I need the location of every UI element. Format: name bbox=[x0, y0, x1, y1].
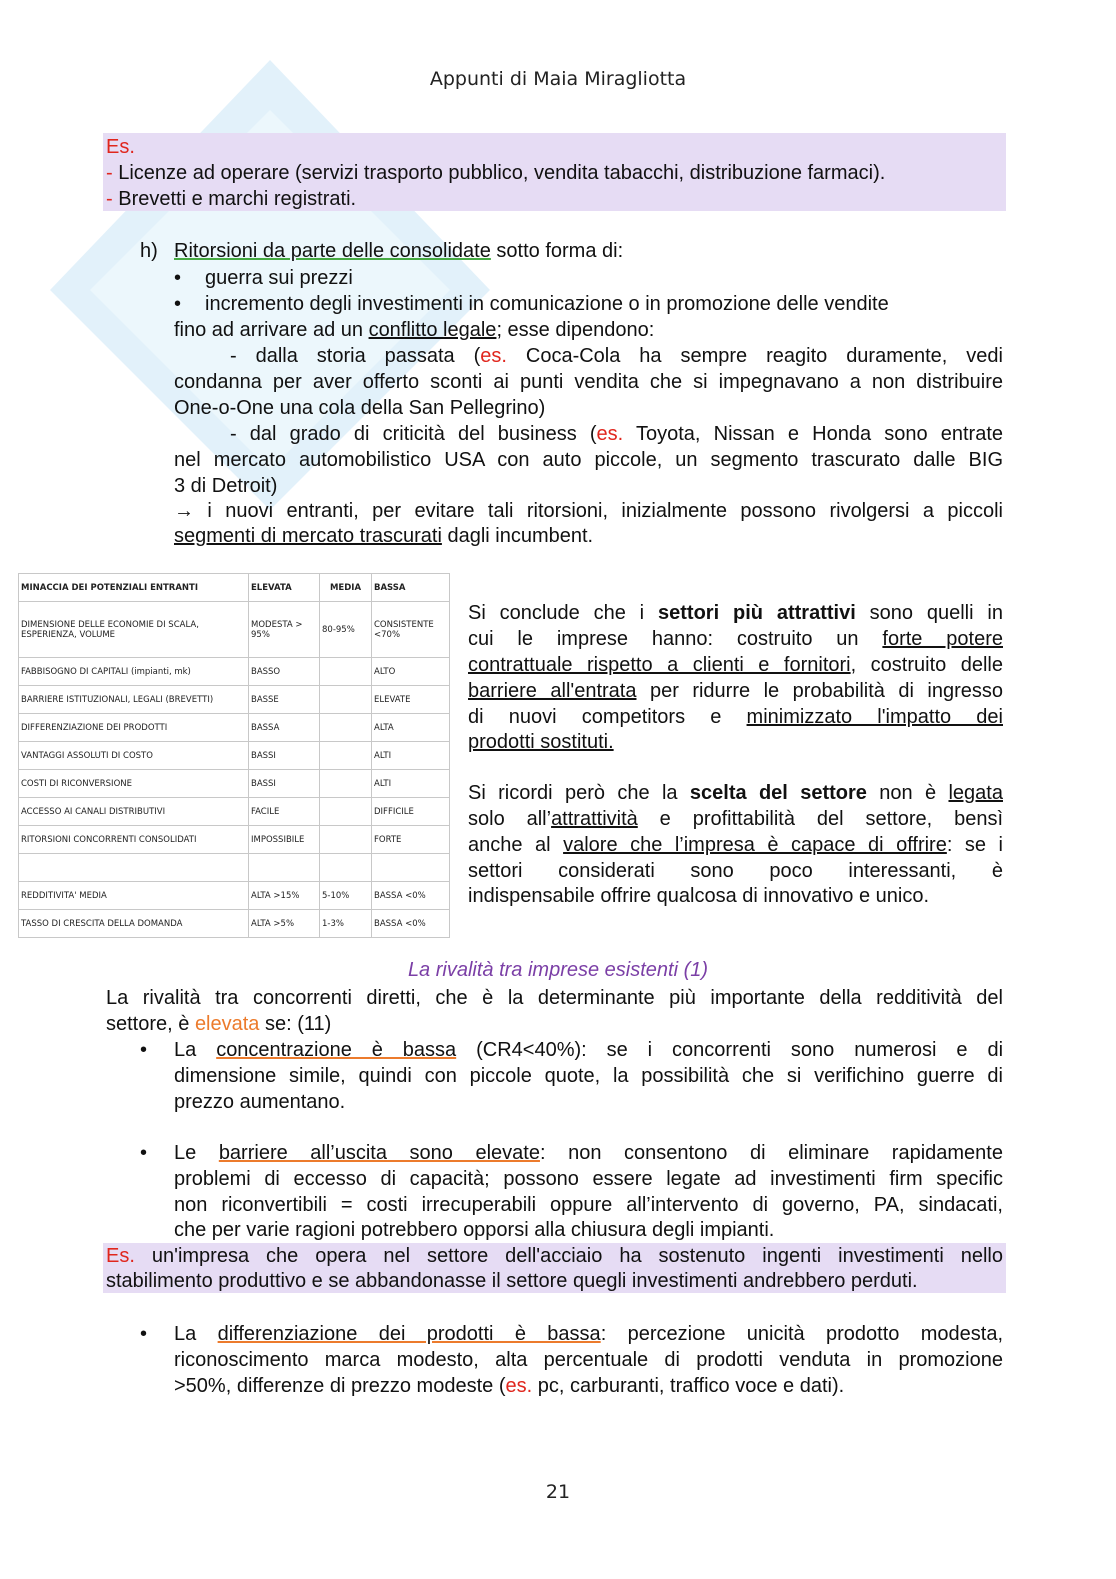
example-item: - Licenze ad operare (servizi trasporto pubblico, vendita tabacchi, distribuzione farmaci). bbox=[106, 162, 886, 184]
paragraph-line: non riconvertibili = costi irrecuperabili oppure all’intervento di governo, PA, sindacati, bbox=[174, 1194, 1003, 1216]
paragraph-line: cui le imprese hanno: costruito un forte potere bbox=[468, 628, 1003, 650]
table-cell: BASSA bbox=[249, 714, 320, 742]
table-cell: VANTAGGI ASSOLUTI DI COSTO bbox=[19, 742, 249, 770]
table-cell: DIFFICILE bbox=[372, 798, 450, 826]
table-cell: MODESTA > 95% bbox=[249, 602, 320, 658]
table-row bbox=[19, 574, 450, 602]
bullet-glyph: • bbox=[174, 293, 182, 315]
paragraph-line: prezzo aumentano. bbox=[174, 1091, 346, 1113]
paragraph-line: Es. un'impresa che opera nel settore dell'acciaio ha sostenuto ingenti investimenti nello bbox=[106, 1245, 1003, 1267]
example-item: - Brevetti e marchi registrati. bbox=[106, 188, 357, 210]
table-cell: BASSA bbox=[372, 574, 450, 602]
point-h-heading: Ritorsioni da parte delle consolidate sotto forma di: bbox=[174, 240, 624, 262]
paragraph-line: che per varie ragioni potrebbero opporsi alla chiusura degli impianti. bbox=[174, 1219, 775, 1241]
paragraph-line: riconoscimento marca modesto, alta percentuale di prodotti venduta in promozione bbox=[174, 1349, 1003, 1371]
table-cell: ALTO bbox=[372, 658, 450, 686]
table-cell bbox=[320, 658, 372, 686]
table-cell: ALTA bbox=[372, 714, 450, 742]
table-row bbox=[19, 714, 450, 742]
point-h-marker: h) bbox=[140, 240, 158, 262]
table-cell: CONSISTENTE <70% bbox=[372, 602, 450, 658]
table-cell bbox=[320, 686, 372, 714]
table-cell: IMPOSSIBILE bbox=[249, 826, 320, 854]
paragraph-line: >50%, differenze di prezzo modeste (es. pc, carburanti, traffico voce e dati). bbox=[174, 1375, 845, 1397]
table-row bbox=[19, 602, 450, 658]
table-cell: ACCESSO AI CANALI DISTRIBUTIVI bbox=[19, 798, 249, 826]
table-row bbox=[19, 910, 450, 938]
table-cell: 1-3% bbox=[320, 910, 372, 938]
paragraph-line: settore, è elevata se: (11) bbox=[106, 1013, 332, 1035]
table-row bbox=[19, 742, 450, 770]
paragraph-line: indispensabile offrire qualcosa di innovativo e unico. bbox=[468, 885, 930, 907]
paragraph-line: - dal grado di criticità del business (es. Toyota, Nissan e Honda sono entrate bbox=[230, 423, 1003, 445]
table-cell bbox=[19, 854, 249, 882]
paragraph-line: Le barriere all’uscita sono elevate: non consentono di eliminare rapidamente bbox=[174, 1142, 1003, 1164]
paragraph-line: One-o-One una cola della San Pellegrino) bbox=[174, 397, 546, 419]
table-cell: 80-95% bbox=[320, 602, 372, 658]
table-cell: ALTA >15% bbox=[249, 882, 320, 910]
paragraph-line: di nuovi competitors e minimizzato l'impatto dei bbox=[468, 706, 1003, 728]
page-number: 21 bbox=[545, 1481, 571, 1503]
paragraph-line: Si ricordi però che la scelta del settore non è legata bbox=[468, 782, 1003, 804]
table-cell: DIMENSIONE DELLE ECONOMIE DI SCALA, ESPERIENZA, VOLUME bbox=[19, 602, 249, 658]
table-cell: FACILE bbox=[249, 798, 320, 826]
section-title: La rivalità tra imprese esistenti (1) bbox=[407, 959, 709, 981]
bullet-glyph: • bbox=[140, 1142, 148, 1164]
table-cell: BASSI bbox=[249, 770, 320, 798]
table-row bbox=[19, 798, 450, 826]
paragraph-line: contrattuale rispetto a clienti e fornitori, costruito delle bbox=[468, 654, 1004, 676]
table-row bbox=[19, 854, 450, 882]
table-cell bbox=[320, 714, 372, 742]
arrow-icon: → bbox=[174, 500, 194, 522]
paragraph-line: La concentrazione è bassa (CR4<40%): se i concorrenti sono numerosi e di bbox=[174, 1039, 1004, 1061]
table-cell: MEDIA bbox=[320, 574, 372, 602]
paragraph-line: barriere all'entrata per ridurre le probabilità di ingresso bbox=[468, 680, 1003, 702]
paragraph-line: anche al valore che l’impresa è capace di offrire: se i bbox=[468, 834, 1003, 856]
table-cell: BARRIERE ISTITUZIONALI, LEGALI (BREVETTI) bbox=[19, 686, 249, 714]
paragraph-line: - dalla storia passata (es. Coca-Cola ha sempre reagito duramente, vedi bbox=[230, 345, 1003, 367]
table-row bbox=[19, 658, 450, 686]
entry-threat-table bbox=[18, 573, 450, 938]
table-cell bbox=[320, 770, 372, 798]
paragraph-line: settori considerati sono poco interessanti, è bbox=[468, 860, 1003, 882]
paragraph-line: fino ad arrivare ad un conflitto legale; esse dipendono: bbox=[174, 319, 655, 341]
table-cell: MINACCIA DEI POTENZIALI ENTRANTI bbox=[19, 574, 249, 602]
table-cell bbox=[249, 854, 320, 882]
paragraph-line: Si conclude che i settori più attrattivi sono quelli in bbox=[468, 602, 1003, 624]
bullet-glyph: • bbox=[174, 267, 182, 289]
paragraph-line: problemi di eccesso di capacità; possono essere legate ad investimenti firm specific bbox=[174, 1168, 1003, 1190]
bullet-text: guerra sui prezzi bbox=[205, 267, 353, 289]
paragraph-line: 3 di Detroit) bbox=[174, 475, 278, 497]
table-cell bbox=[320, 826, 372, 854]
table-cell bbox=[320, 742, 372, 770]
paragraph-line: dimensione simile, quindi con piccole quote, la possibilità che si verifichino guerre di bbox=[174, 1065, 1003, 1087]
table-cell: ALTI bbox=[372, 742, 450, 770]
table-row bbox=[19, 826, 450, 854]
table-row bbox=[19, 770, 450, 798]
table-cell bbox=[320, 798, 372, 826]
example-label: Es. bbox=[106, 136, 135, 158]
table-cell: RITORSIONI CONCORRENTI CONSOLIDATI bbox=[19, 826, 249, 854]
table-cell: BASSI bbox=[249, 742, 320, 770]
bullet-text: incremento degli investimenti in comunicazione o in promozione delle vendite bbox=[205, 293, 889, 315]
table-cell: FORTE bbox=[372, 826, 450, 854]
table-cell: BASSA <0% bbox=[372, 882, 450, 910]
table-cell: COSTI DI RICONVERSIONE bbox=[19, 770, 249, 798]
paragraph-line: segmenti di mercato trascurati dagli incumbent. bbox=[174, 525, 594, 547]
paragraph-line: La rivalità tra concorrenti diretti, che è la determinante più importante della redditività del bbox=[106, 987, 1003, 1009]
table-cell: 5-10% bbox=[320, 882, 372, 910]
table-cell: ALTA >5% bbox=[249, 910, 320, 938]
paragraph-line: solo all’attrattività e profittabilità del settore, bensì bbox=[468, 808, 1004, 830]
paragraph-line: La differenziazione dei prodotti è bassa: percezione unicità prodotto modesta, bbox=[174, 1323, 1004, 1345]
bullet-glyph: • bbox=[140, 1323, 148, 1345]
paragraph-line: → i nuovi entranti, per evitare tali ritorsioni, inizialmente possono rivolgersi a piccoli bbox=[174, 500, 1003, 522]
table-cell bbox=[372, 854, 450, 882]
table-cell: BASSO bbox=[249, 658, 320, 686]
page-header: Appunti di Maia Miragliotta bbox=[429, 68, 687, 90]
paragraph-line: prodotti sostituti. bbox=[468, 731, 614, 753]
table-cell: REDDITIVITA' MEDIA bbox=[19, 882, 249, 910]
paragraph-line: stabilimento produttivo e se abbandonasse il settore quegli investimenti andrebbero perduti. bbox=[106, 1270, 918, 1292]
table-cell bbox=[320, 854, 372, 882]
paragraph-line: condanna per aver offerto sconti ai punti vendita che si impegnavano a non distribuire bbox=[174, 371, 1003, 393]
table-cell: ELEVATA bbox=[249, 574, 320, 602]
table-row bbox=[19, 882, 450, 910]
table-cell: DIFFERENZIAZIONE DEI PRODOTTI bbox=[19, 714, 249, 742]
table-cell: TASSO DI CRESCITA DELLA DOMANDA bbox=[19, 910, 249, 938]
bullet-glyph: • bbox=[140, 1039, 148, 1061]
table-row bbox=[19, 686, 450, 714]
paragraph-line: nel mercato automobilistico USA con auto piccole, un segmento trascurato dalle BIG bbox=[174, 449, 1003, 471]
table-cell: FABBISOGNO DI CAPITALI (impianti, mk) bbox=[19, 658, 249, 686]
table-cell: BASSE bbox=[249, 686, 320, 714]
table-cell: ELEVATE bbox=[372, 686, 450, 714]
table-cell: ALTI bbox=[372, 770, 450, 798]
table-cell: BASSA <0% bbox=[372, 910, 450, 938]
